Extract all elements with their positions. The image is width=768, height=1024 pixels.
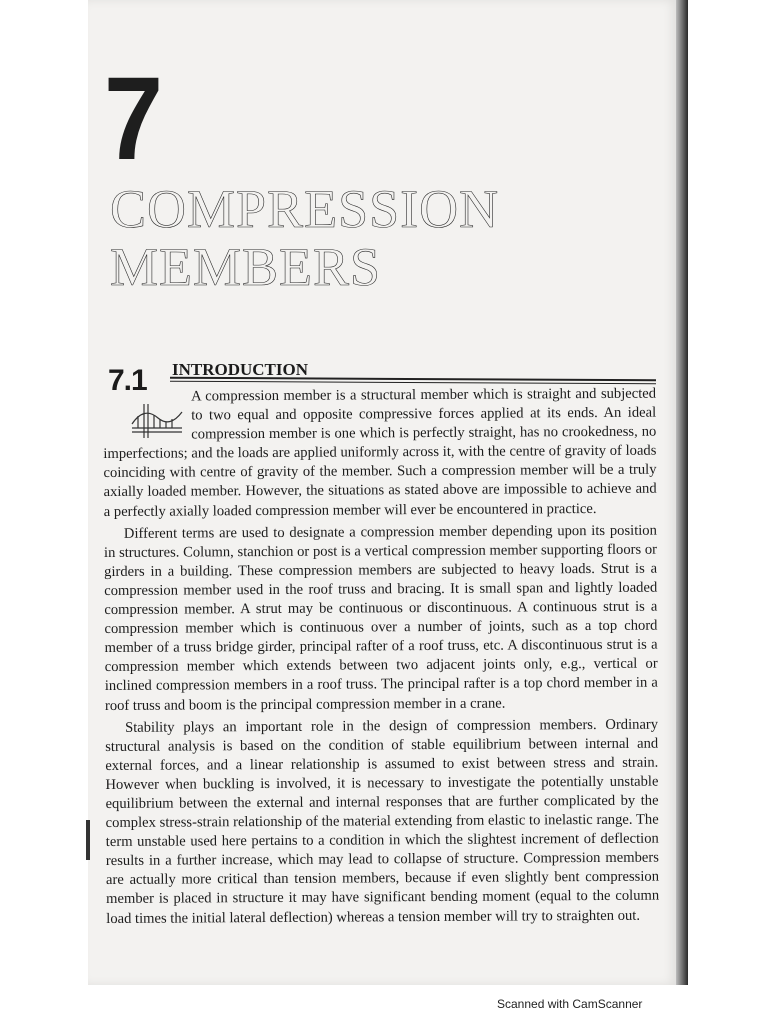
paragraph-1 — [103, 385, 657, 522]
chapter-title — [110, 180, 499, 296]
paragraph-2: Different terms are used to designate a compression member depending upon its position in structures. Column, stanchion or post is a vertical compression member supporting floors or girders in a building. These compression members are subjected to heavy loads. Strut is a compression member used in the roof truss and bracing. It is small span and lightly loaded compression member. A strut may be continuous or discontinuous. A continuous strut is a compression member which is continuous over a number of joints, such as a top chord member of a truss bridge girder, principal rafter of a roof truss, etc. A discontinuous strut is a compression member which extends between two adjacent joints only, e.g., vertical or inclined compression members in a roof truss. The principal rafter is a top chord member in a roof truss and boom is the principal compression member in a crane. — [103, 522, 658, 714]
body-text — [103, 385, 659, 929]
section-title: INTRODUCTION — [172, 360, 309, 379]
paragraph-3: Stability plays an important role in the design of compression members. Ordinary structural analysis is based on the condition of stable equilibrium between internal and external forces, and a linear relationship is assumed to exist between stress and strain. However when buckling is involved, it is necessary to investigate the potentially unstable equilibrium between the external and internal responses that are further complicated by the complex stress-strain relationship of the material extending from elastic to inelastic range. The term unstable used here pertains to a condition in which the slightest increment of deflection results in a further increase, which may lead to collapse of structure. Compression members are actually more critical than tension members, because if even slightly bent compression member is placed in structure it may have significant bending moment (equal to the column load times the initial lateral deflection) whereas a tension member will try to straighten out. — [105, 716, 660, 927]
chapter-number: 7 — [104, 53, 164, 185]
chapter-title-line-1: COMPRESSION — [110, 179, 500, 239]
scanner-watermark: Scanned with CamScanner — [497, 997, 643, 1011]
page-edge-shadow — [676, 0, 688, 985]
paragraph-1-text: A compression member is a structural member which is straight and subjected to two equal and opposite compressive forces applied at its ends. An ideal compression member is one which is perfectly straight, has no crookedness, no imperfections; and the loads are applied uniformly across it, with the centre of gravity of loads coinciding with centre of gravity of the member. Such a compression member will be a truly axially loaded member. However, the situations as stated above are impossible to achieve and a perfectly axially loaded compression member will ever be encountered in practice. — [103, 385, 657, 520]
icon-spacer — [103, 387, 191, 442]
margin-mark — [86, 820, 90, 860]
chapter-title-line-2: MEMBERS — [110, 237, 382, 297]
section-number: 7.1 — [108, 364, 147, 397]
